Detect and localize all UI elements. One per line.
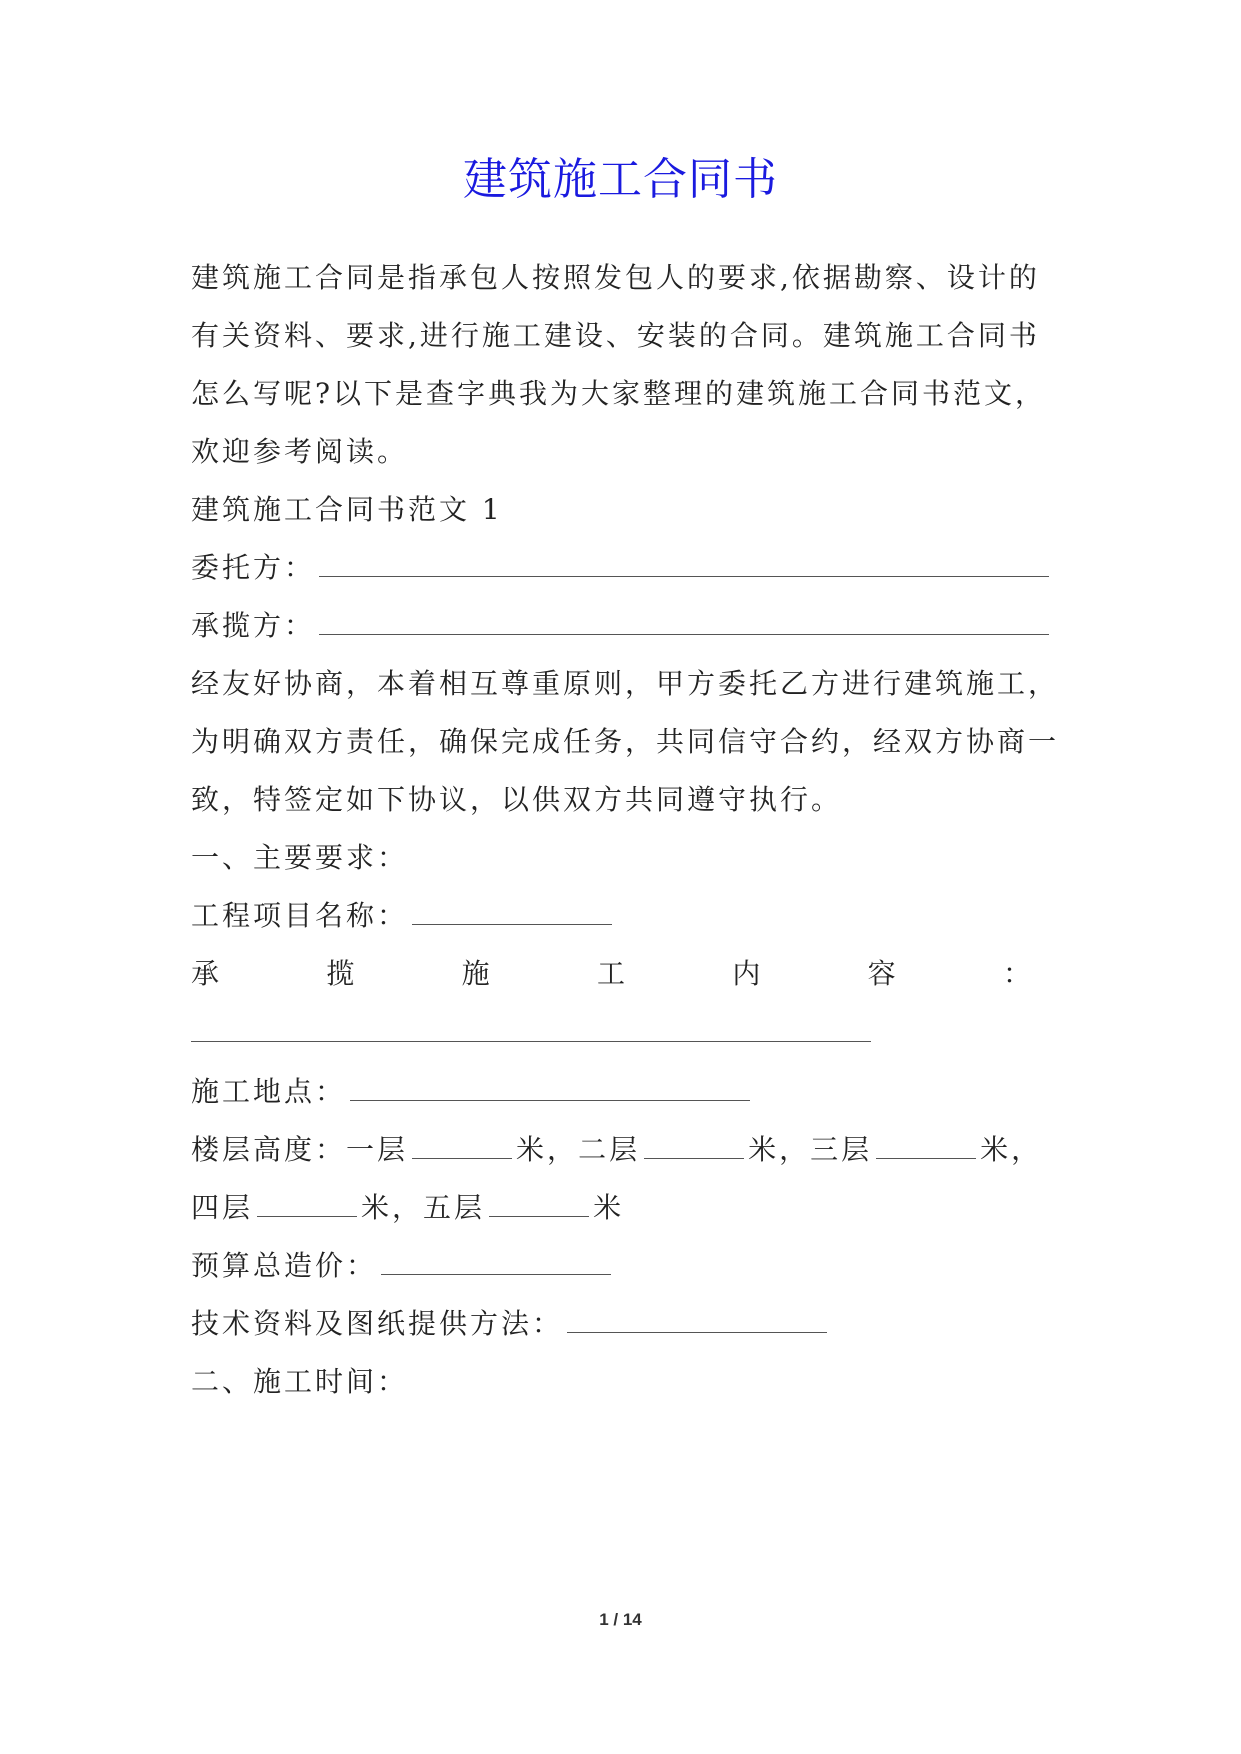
floor4-label: 四层	[191, 1191, 254, 1224]
heading-main-requirements: 一、主要要求：	[191, 841, 409, 874]
floor-height-row-2	[191, 1188, 624, 1228]
project-name-blank	[412, 896, 612, 925]
agreement-line-3: 致，特签定如下协议，以供双方共同遵守执行。	[191, 783, 843, 816]
floor1-blank	[412, 1130, 512, 1159]
content-char: 施	[461, 957, 490, 990]
content-char: 揽	[326, 957, 355, 990]
project-name-row	[191, 896, 616, 936]
page-indicator: 1 / 14	[599, 1610, 642, 1629]
site-row	[191, 1072, 754, 1112]
intro-line-3: 怎么写呢?以下是查字典我为大家整理的建筑施工合同书范文，	[191, 377, 1047, 410]
separator: ，	[547, 1133, 579, 1166]
contract-content-blank	[191, 1040, 871, 1042]
budget-label: 预算总造价：	[191, 1249, 378, 1282]
content-char: 工	[596, 957, 625, 990]
intro-line-1: 建筑施工合同是指承包人按照发包人的要求,依据勘察、设计的	[191, 261, 1040, 294]
budget-row	[191, 1246, 615, 1286]
section-heading: 建筑施工合同书范文 1	[191, 493, 503, 526]
contractor-label: 承揽方：	[191, 609, 316, 642]
floor4-blank	[257, 1188, 357, 1217]
unit-meter: 米	[516, 1133, 548, 1166]
heading-construction-time: 二、施工时间：	[191, 1365, 409, 1398]
floor-height-row-1	[191, 1130, 1042, 1170]
client-blank	[319, 548, 1049, 577]
separator: ，	[392, 1191, 424, 1224]
agreement-line-1: 经友好协商，本着相互尊重原则，甲方委托乙方进行建筑施工，	[191, 667, 1060, 700]
floor3-label: 三层	[810, 1133, 873, 1166]
unit-meter: 米	[748, 1133, 780, 1166]
document-title: 建筑施工合同书	[463, 154, 778, 205]
agreement-line-2: 为明确双方责任，确保完成任务，共同信守合约，经双方协商一	[191, 725, 1060, 758]
floor2-blank	[644, 1130, 744, 1159]
intro-line-4: 欢迎参考阅读。	[191, 435, 409, 468]
separator: ，	[779, 1133, 811, 1166]
client-row	[191, 548, 1053, 588]
site-label: 施工地点：	[191, 1075, 347, 1108]
contractor-blank	[319, 606, 1049, 635]
intro-line-2: 有关资料、要求,进行施工建设、安装的合同。建筑施工合同书	[191, 319, 1040, 352]
tech-docs-label: 技术资料及图纸提供方法：	[191, 1307, 564, 1340]
budget-blank	[381, 1246, 611, 1275]
project-name-label: 工程项目名称：	[191, 899, 409, 932]
tech-docs-row	[191, 1304, 831, 1344]
content-char: 内	[732, 957, 761, 990]
unit-meter: 米	[593, 1191, 625, 1224]
site-blank	[350, 1072, 750, 1101]
floor5-label: 五层	[423, 1191, 486, 1224]
floor3-blank	[876, 1130, 976, 1159]
contractor-row	[191, 606, 1053, 646]
floor5-blank	[489, 1188, 589, 1217]
content-char: 承	[191, 957, 220, 990]
floor1-label: 一层	[346, 1133, 409, 1166]
separator: ，	[1011, 1133, 1043, 1166]
floor2-label: 二层	[578, 1133, 641, 1166]
contract-content-row	[191, 954, 1031, 994]
floor-height-label: 楼层高度：	[191, 1133, 347, 1166]
unit-meter: 米	[980, 1133, 1012, 1166]
content-char: ：	[1002, 957, 1031, 990]
client-label: 委托方：	[191, 551, 316, 584]
unit-meter: 米	[361, 1191, 393, 1224]
tech-docs-blank	[567, 1304, 827, 1333]
content-char: 容	[867, 957, 896, 990]
